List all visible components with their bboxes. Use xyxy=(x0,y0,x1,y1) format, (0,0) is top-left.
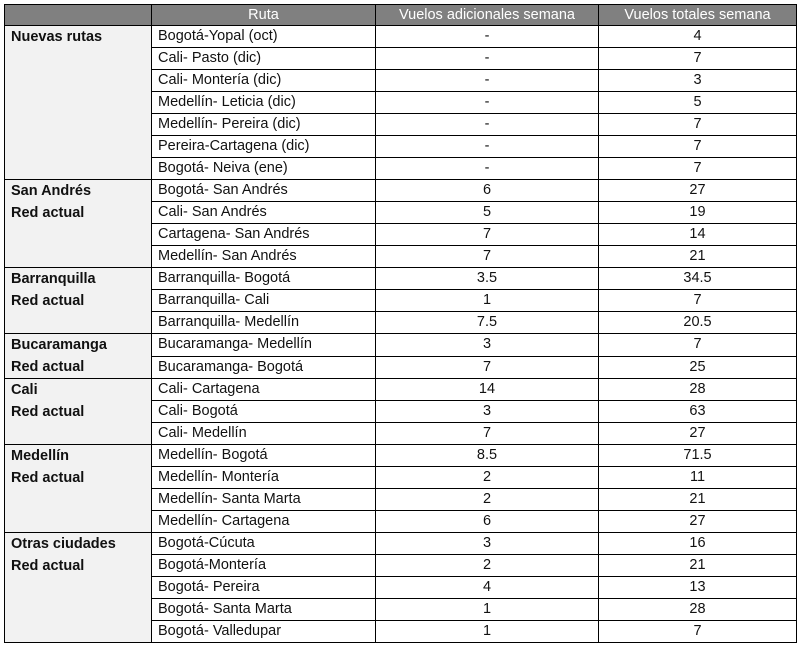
table-row xyxy=(5,445,797,467)
total-flights-cell: 7 xyxy=(599,48,797,70)
total-flights-cell: 7 xyxy=(599,290,797,312)
table-row xyxy=(5,268,797,290)
group-label-line: Red actual xyxy=(11,293,85,309)
route-cell: Cali- Cartagena xyxy=(152,379,376,401)
additional-flights-cell: - xyxy=(376,48,599,70)
additional-flights-cell: 3 xyxy=(376,401,599,423)
group-label-line: Otras ciudades xyxy=(11,536,116,552)
route-cell: Cali- Medellín xyxy=(152,423,376,445)
routes-table xyxy=(4,4,797,643)
header-group xyxy=(5,5,152,26)
additional-flights-cell: - xyxy=(376,26,599,48)
total-flights-cell: 71.5 xyxy=(599,445,797,467)
group-label xyxy=(5,533,152,643)
total-flights-cell: 14 xyxy=(599,224,797,246)
group-label-line: Red actual xyxy=(11,205,85,221)
group-label xyxy=(5,180,152,268)
additional-flights-cell: 5 xyxy=(376,202,599,224)
group-label-line: Bucaramanga xyxy=(11,337,107,353)
route-cell: Bogotá- San Andrés xyxy=(152,180,376,202)
route-cell: Bogotá-Cúcuta xyxy=(152,533,376,555)
total-flights-cell: 21 xyxy=(599,489,797,511)
route-cell: Pereira-Cartagena (dic) xyxy=(152,136,376,158)
additional-flights-cell: - xyxy=(376,70,599,92)
total-flights-cell: 27 xyxy=(599,180,797,202)
total-flights-cell: 28 xyxy=(599,599,797,621)
group-label xyxy=(5,379,152,445)
route-cell: Bucaramanga- Bogotá xyxy=(152,356,376,379)
route-cell: Medellín- Cartagena xyxy=(152,511,376,533)
route-cell: Medellín- Leticia (dic) xyxy=(152,92,376,114)
route-cell: Barranquilla- Cali xyxy=(152,290,376,312)
route-cell: Bucaramanga- Medellín xyxy=(152,334,376,357)
route-cell: Bogotá- Santa Marta xyxy=(152,599,376,621)
additional-flights-cell: 14 xyxy=(376,379,599,401)
additional-flights-cell: - xyxy=(376,114,599,136)
total-flights-cell: 3 xyxy=(599,70,797,92)
additional-flights-cell: 7 xyxy=(376,356,599,379)
additional-flights-cell: 2 xyxy=(376,489,599,511)
header-totales: Vuelos totales semana xyxy=(599,5,797,26)
total-flights-cell: 28 xyxy=(599,379,797,401)
route-cell: Cali- Bogotá xyxy=(152,401,376,423)
route-cell: Barranquilla- Bogotá xyxy=(152,268,376,290)
route-cell: Medellín- Santa Marta xyxy=(152,489,376,511)
additional-flights-cell: 7.5 xyxy=(376,312,599,334)
total-flights-cell: 7 xyxy=(599,334,797,357)
group-label-line: Red actual xyxy=(11,470,85,486)
group-label-line: Cali xyxy=(11,382,38,398)
header-row xyxy=(5,5,797,26)
table-row xyxy=(5,533,797,555)
additional-flights-cell: 4 xyxy=(376,577,599,599)
table-row xyxy=(5,180,797,202)
total-flights-cell: 16 xyxy=(599,533,797,555)
additional-flights-cell: - xyxy=(376,92,599,114)
group-label xyxy=(5,268,152,334)
additional-flights-cell: - xyxy=(376,158,599,180)
route-cell: Cartagena- San Andrés xyxy=(152,224,376,246)
total-flights-cell: 21 xyxy=(599,246,797,268)
group-label-line: Medellín xyxy=(11,448,70,464)
total-flights-cell: 63 xyxy=(599,401,797,423)
total-flights-cell: 7 xyxy=(599,136,797,158)
group-label-line: San Andrés xyxy=(11,183,92,199)
total-flights-cell: 4 xyxy=(599,26,797,48)
total-flights-cell: 7 xyxy=(599,621,797,643)
route-cell: Cali- Montería (dic) xyxy=(152,70,376,92)
group-label xyxy=(5,26,152,180)
header-ruta: Ruta xyxy=(152,5,376,26)
route-cell: Bogotá-Montería xyxy=(152,555,376,577)
group-label-line: Red actual xyxy=(11,359,85,375)
route-cell: Medellín- San Andrés xyxy=(152,246,376,268)
total-flights-cell: 19 xyxy=(599,202,797,224)
route-cell: Bogotá- Pereira xyxy=(152,577,376,599)
total-flights-cell: 21 xyxy=(599,555,797,577)
total-flights-cell: 11 xyxy=(599,467,797,489)
group-label-line: Red actual xyxy=(11,558,85,574)
group-label-line: Nuevas rutas xyxy=(11,29,103,45)
additional-flights-cell: 2 xyxy=(376,555,599,577)
total-flights-cell: 25 xyxy=(599,356,797,379)
table-row xyxy=(5,379,797,401)
additional-flights-cell: 7 xyxy=(376,224,599,246)
total-flights-cell: 27 xyxy=(599,511,797,533)
route-cell: Medellín- Pereira (dic) xyxy=(152,114,376,136)
additional-flights-cell: 1 xyxy=(376,599,599,621)
additional-flights-cell: 6 xyxy=(376,180,599,202)
additional-flights-cell: 1 xyxy=(376,290,599,312)
route-cell: Bogotá-Yopal (oct) xyxy=(152,26,376,48)
table-row xyxy=(5,334,797,357)
route-cell: Medellín- Montería xyxy=(152,467,376,489)
total-flights-cell: 13 xyxy=(599,577,797,599)
total-flights-cell: 20.5 xyxy=(599,312,797,334)
additional-flights-cell: 8.5 xyxy=(376,445,599,467)
route-cell: Cali- Pasto (dic) xyxy=(152,48,376,70)
group-label xyxy=(5,445,152,533)
route-cell: Barranquilla- Medellín xyxy=(152,312,376,334)
group-label-line: Barranquilla xyxy=(11,271,96,287)
total-flights-cell: 27 xyxy=(599,423,797,445)
additional-flights-cell: 3 xyxy=(376,533,599,555)
additional-flights-cell: 1 xyxy=(376,621,599,643)
additional-flights-cell: 3.5 xyxy=(376,268,599,290)
table-body xyxy=(5,26,797,643)
route-cell: Bogotá- Valledupar xyxy=(152,621,376,643)
group-label xyxy=(5,334,152,379)
table-row xyxy=(5,26,797,48)
additional-flights-cell: 7 xyxy=(376,246,599,268)
total-flights-cell: 7 xyxy=(599,114,797,136)
header-adicionales: Vuelos adicionales semana xyxy=(376,5,599,26)
additional-flights-cell: 3 xyxy=(376,334,599,357)
total-flights-cell: 7 xyxy=(599,158,797,180)
total-flights-cell: 34.5 xyxy=(599,268,797,290)
additional-flights-cell: - xyxy=(376,136,599,158)
additional-flights-cell: 2 xyxy=(376,467,599,489)
group-label-line: Red actual xyxy=(11,404,85,420)
route-cell: Cali- San Andrés xyxy=(152,202,376,224)
total-flights-cell: 5 xyxy=(599,92,797,114)
route-cell: Bogotá- Neiva (ene) xyxy=(152,158,376,180)
additional-flights-cell: 7 xyxy=(376,423,599,445)
additional-flights-cell: 6 xyxy=(376,511,599,533)
route-cell: Medellín- Bogotá xyxy=(152,445,376,467)
